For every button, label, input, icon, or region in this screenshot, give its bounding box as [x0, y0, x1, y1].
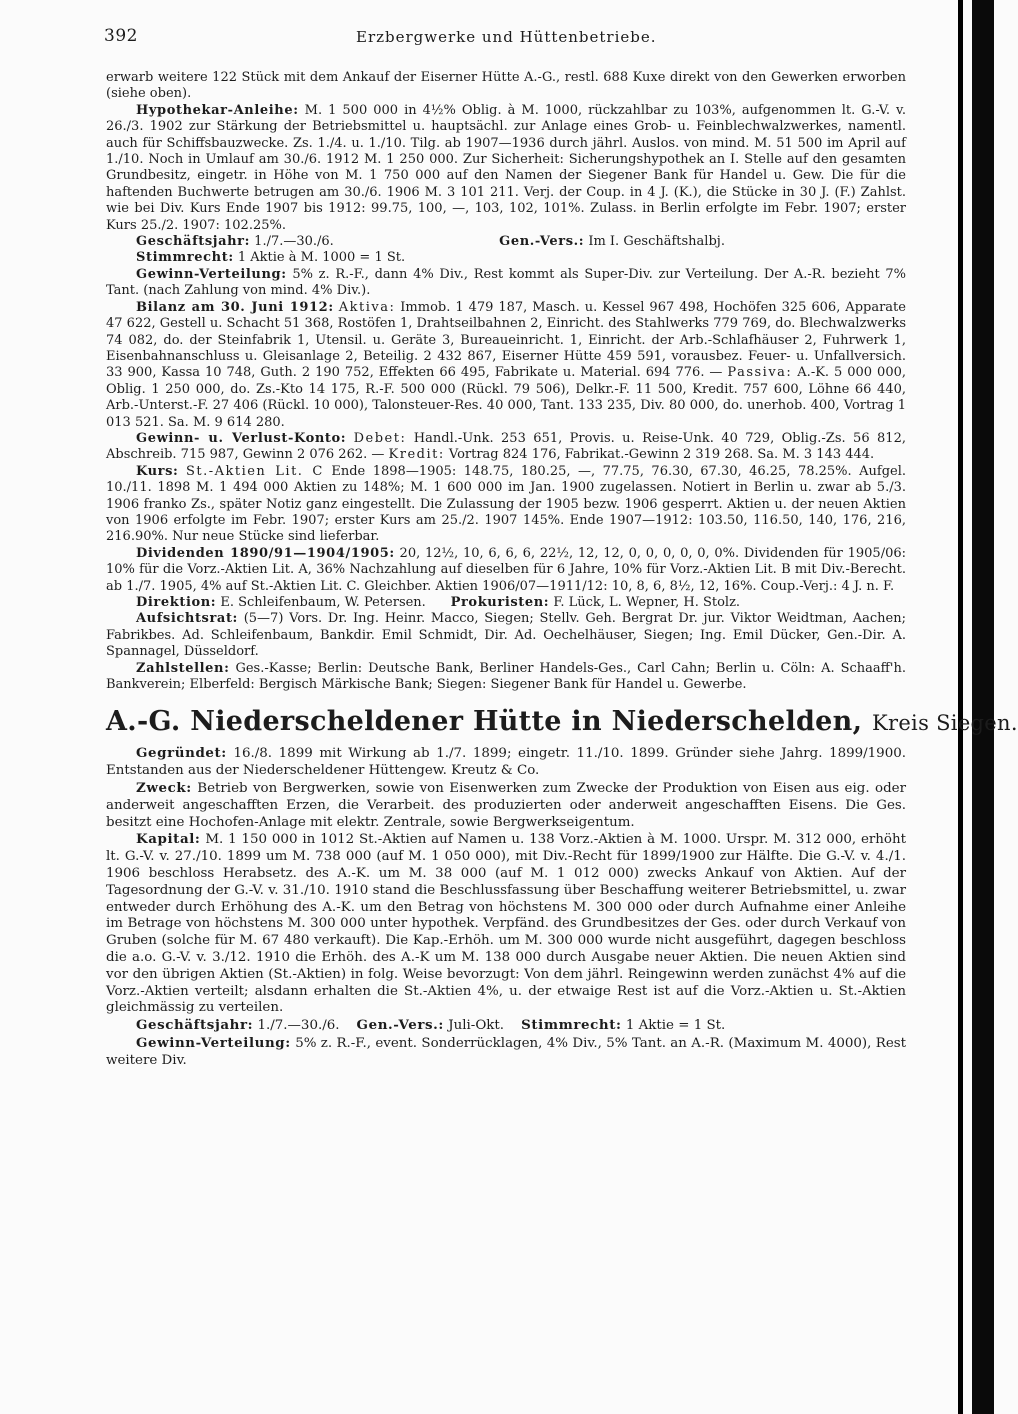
bilanz-paragraph: Bilanz am 30. Juni 1912: Aktiva: Immob. 1 479 187, Masch. u. Kessel 967 498, Hochöfen 325 606, Apparate 47 622, Gestell u. Schacht 51 368, Rostöfen 1, Drahtseilbahnen 2, Einricht. des Stahlwerks 779 769, do. Blechwalzwerks 74 082, do. der Steinfabrik 1, Utensil. u. Geräte 3, Bureaueinricht. 1, Einricht. der Arb.-Schlafhäuser 2, Fuhrwerk 1, Eisenbahnanschluss u. Gleisanlage 2, Beteilig. 2 432 867, Eiserner Hütte 459 591, vorausbez. Feuer- u. Unfallversich. 33 900, Kassa 10 748, Guth. 2 190 752, Effekten 66 495, Fabrikate u. Material. 694 776. — Passiva: A.-K. 5 000 000, Oblig. 1 250 000, do. Zs.-Kto 14 175, R.-F. 500 000 (Rückl. 79 506), Delkr.-F. 11 500, Kredit. 757 600, Löhne 66 440, Arb.-Unterst.-F. 27 406 (Rückl. 10 000), Talonsteuer-Res. 40 000, Tant. 133 235, Div. 80 000, do. unerhob. 400, Vortrag 1 013 521. Sa. M. 9 614 280.	[106, 299, 907, 430]
gewinn-verlust-paragraph: Gewinn- u. Verlust-Konto: Debet: Handl.-Unk. 253 651, Provis. u. Reise-Unk. 40 729, Oblig.-Zs. 56 812, Abschreib. 715 987, Gewinn 2 076 262. — Kredit: Vortrag 824 176, Fabrikat.-Gewinn 2 319 268. Sa. M. 3 143 444.	[106, 430, 906, 463]
running-header	[106, 22, 906, 48]
company-entry	[106, 745, 906, 1069]
intro-paragraph: erwarb weitere 122 Stück mit dem Ankauf der Eiserner Hütte A.-G., restl. 688 Kuxe direkt von den Gewerken erworben (siehe oben).	[106, 70, 906, 102]
company-geschaeftsjahr-line: Geschäftsjahr: 1./7.—30./6. Gen.-Vers.: Juli-Okt. Stimmrecht: 1 Aktie = 1 St.	[136, 1017, 726, 1034]
gegruendet-paragraph: Gegründet: 16./8. 1899 mit Wirkung ab 1./7. 1899; eingetr. 11./10. 1899. Gründer siehe Jahrg. 1899/1900. Entstanden aus der Niederscheldener Hüttengew. Kreutz & Co.	[106, 745, 906, 779]
zweck-paragraph: Zweck: Betrieb von Bergwerken, sowie von Eisenwerken zum Zwecke der Produktion von Eisen aus eig. oder anderweit angeschafften Erzen, die Verarbeit. des produzierten oder anderweit angeschafften Eisens. Die Ges. besitzt eine Hochofen-Anlage mit elektr. Zentrale, sowie Bergwerkseigentum.	[106, 780, 906, 830]
page-edge-shadow	[958, 0, 963, 1414]
company-heading	[106, 706, 1018, 739]
company-location: Kreis Siegen.	[872, 711, 1018, 736]
geschaeftsjahr-line: Geschäftsjahr: 1./7.—30./6. Gen.-Vers.: Im I. Geschäftshalbj.	[136, 234, 725, 250]
gewinn-verteilung-paragraph: Gewinn-Verteilung: 5% z. R.-F., dann 4% Div., Rest kommt als Super-Div. zur Verteilung. Der A.-R. bezieht 7% Tant. (nach Zahlung von mind. 4% Div.).	[106, 266, 906, 299]
zahlstellen-paragraph: Zahlstellen: Ges.-Kasse; Berlin: Deutsche Bank, Berliner Handels-Ges., Carl Cahn; Berlin u. Cöln: A. Schaaff'h. Bankverein; Elberfeld: Bergisch Märkische Bank; Siegen: Siegener Bank für Handel u. Gewerbe.	[106, 660, 906, 693]
kapital-paragraph: Kapital: M. 1 150 000 in 1012 St.-Aktien auf Namen u. 138 Vorz.-Aktien à M. 1000. Urspr. M. 312 000, erhöht lt. G.-V. v. 27./10. 1899 um M. 738 000 (auf M. 1 050 000), mit Div.-Recht für 1899/1900 zur Hälfte. Die G.-V. v. 4./1. 1906 beschloss Herabsetz. des A.-K. um M. 38 000 (auf M. 1 012 000) zwecks Ankauf von Aktien. Auf der Tagesordnung der G.-V. v. 31./10. 1910 stand die Beschlussfassung über Beschaffung weiterer Betriebsmittel, u. zwar entweder durch Erhöhung des A.-K. um den Betrag von höchstens M. 300 000 oder durch Aufnahme einer Anleihe im Betrage von höchstens M. 300 000 unter hypothek. Verpfänd. des Grundbesitzes der Ges. oder durch Verkauf von Gruben (solche für M. 67 480 verkauft). Die Kap.-Erhöh. um M. 300 000 wurde nicht ausgeführt, dagegen beschloss die a.o. G.-V. v. 3./12. 1910 die Erhöh. des A.-K um M. 138 000 durch Ausgabe neuer Aktien. Die neuen Aktien sind vor den übrigen Aktien (St.-Aktien) in folg. Weise bevorzugt: Von dem jährl. Reingewinn werden zunächst 4% auf die Vorz.-Aktien verteilt; alsdann erhalten die St.-Aktien 4%, u. der etwaige Rest ist auf die Vorz.-Aktien u. St.-Aktien gleichmässig zu verteilen.	[106, 831, 906, 1016]
running-title: Erzbergwerke und Hüttenbetriebe.	[356, 28, 657, 46]
direktion-line: Direktion: E. Schleifenbaum, W. Petersen. Prokuristen: F. Lück, L. Wepner, H. Stolz.	[136, 595, 741, 610]
hypothek-paragraph: Hypothekar-Anleihe: M. 1 500 000 in 4½% Oblig. à M. 1000, rückzahlbar zu 103%, aufgenommen lt. G.-V. v. 26./3. 1902 zur Stärkung der Betriebsmittel u. hauptsächl. zur Anlage eines Grob- u. Feinblechwalzwerkes, namentl. auch für Schiffsbauzwecke. Zs. 1./4. u. 1./10. Tilg. ab 1907—1936 durch jährl. Auslos. von mind. M. 51 500 im April auf 1./10. Noch in Umlauf am 30./6. 1912 M. 1 250 000. Zur Sicherheit: Sicherungshypothek an I. Stelle auf den gesamten Grundbesitz, eingetr. in Höhe von M. 1 750 000 auf den Namen der Siegener Bank für Handel u. Gew. Die für die haftenden Buchwerte betrugen am 30./6. 1906 M. 3 101 211. Verj. der Coup. in 4 J. (K.), die Stücke in 30 J. (F.) Zahlst. wie bei Div. Kurs Ende 1907 bis 1912: 99.75, 100, —, 103, 102, 101%. Zulass. in Berlin erfolgte im Febr. 1907; erster Kurs 25./2. 1907: 102.25%.	[106, 102, 906, 233]
kurs-paragraph: Kurs: St.-Aktien Lit. C Ende 1898—1905: 148.75, 180.25, —, 77.75, 76.30, 67.30, 46.25, 78.25%. Aufgel. 10./11. 1898 M. 1 494 000 Aktien zu 148%; M. 1 600 000 im Jan. 1900 zugelassen. Notiert in Berlin u. zwar ab 5./3. 1906 franko Zs., später Notiz ganz eingestellt. Die Zulassung der 1905 bezw. 1906 gesperrt. Aktien u. der neuen Aktien von 1906 erfolgte im Febr. 1907; erster Kurs am 25./2. 1907 145%. Ende 1907—1912: 103.50, 116.50, 140, 176, 216, 216.90%. Nur neue Stücke sind lieferbar.	[106, 463, 907, 545]
page-number: 392	[104, 26, 138, 46]
dividenden-paragraph: Dividenden 1890/91—1904/1905: 20, 12½, 10, 6, 6, 6, 22½, 12, 12, 0, 0, 0, 0, 0, 0%. Dividenden für 1905/06: 10% für die Vorz.-Aktien Lit. A, 36% Nachzahlung auf dieselben für 6 Jahre, 10% für Vorz.-Aktien Lit. B mit Div.-Berecht. ab 1./7. 1905, 4% auf St.-Aktien Lit. C. Gleichber. Aktien 1906/07—1911/12: 10, 8, 6, 8½, 12, 16%. Coup.-Verj.: 4 J. n. F.	[106, 545, 906, 594]
aufsichtsrat-paragraph: Aufsichtsrat: (5—7) Vors. Dr. Ing. Heinr. Macco, Siegen; Stellv. Geh. Bergrat Dr. jur. Viktor Weidtman, Aachen; Fabrikbes. Ad. Schleifenbaum, Bankdir. Emil Schmidt, Dir. Ad. Oechelhäuser, Siegen; Ing. Emil Dücker, Gen.-Dir. A. Spannagel, Düsseldorf.	[106, 611, 906, 660]
company-name: A.-G. Niederscheldener Hütte in Niederschelden,	[106, 706, 863, 738]
page-edge-binding	[972, 0, 994, 1414]
previous-company-entry	[106, 70, 906, 693]
document-page	[104, 22, 1018, 1070]
stimmrecht-line: Stimmrecht: 1 Aktie à M. 1000 = 1 St.	[136, 250, 406, 266]
company-gewinn-verteilung: Gewinn-Verteilung: 5% z. R.-F., event. Sonderrücklagen, 4% Div., 5% Tant. an A.-R. (Maximum M. 4000), Rest weitere Div.	[106, 1034, 906, 1068]
